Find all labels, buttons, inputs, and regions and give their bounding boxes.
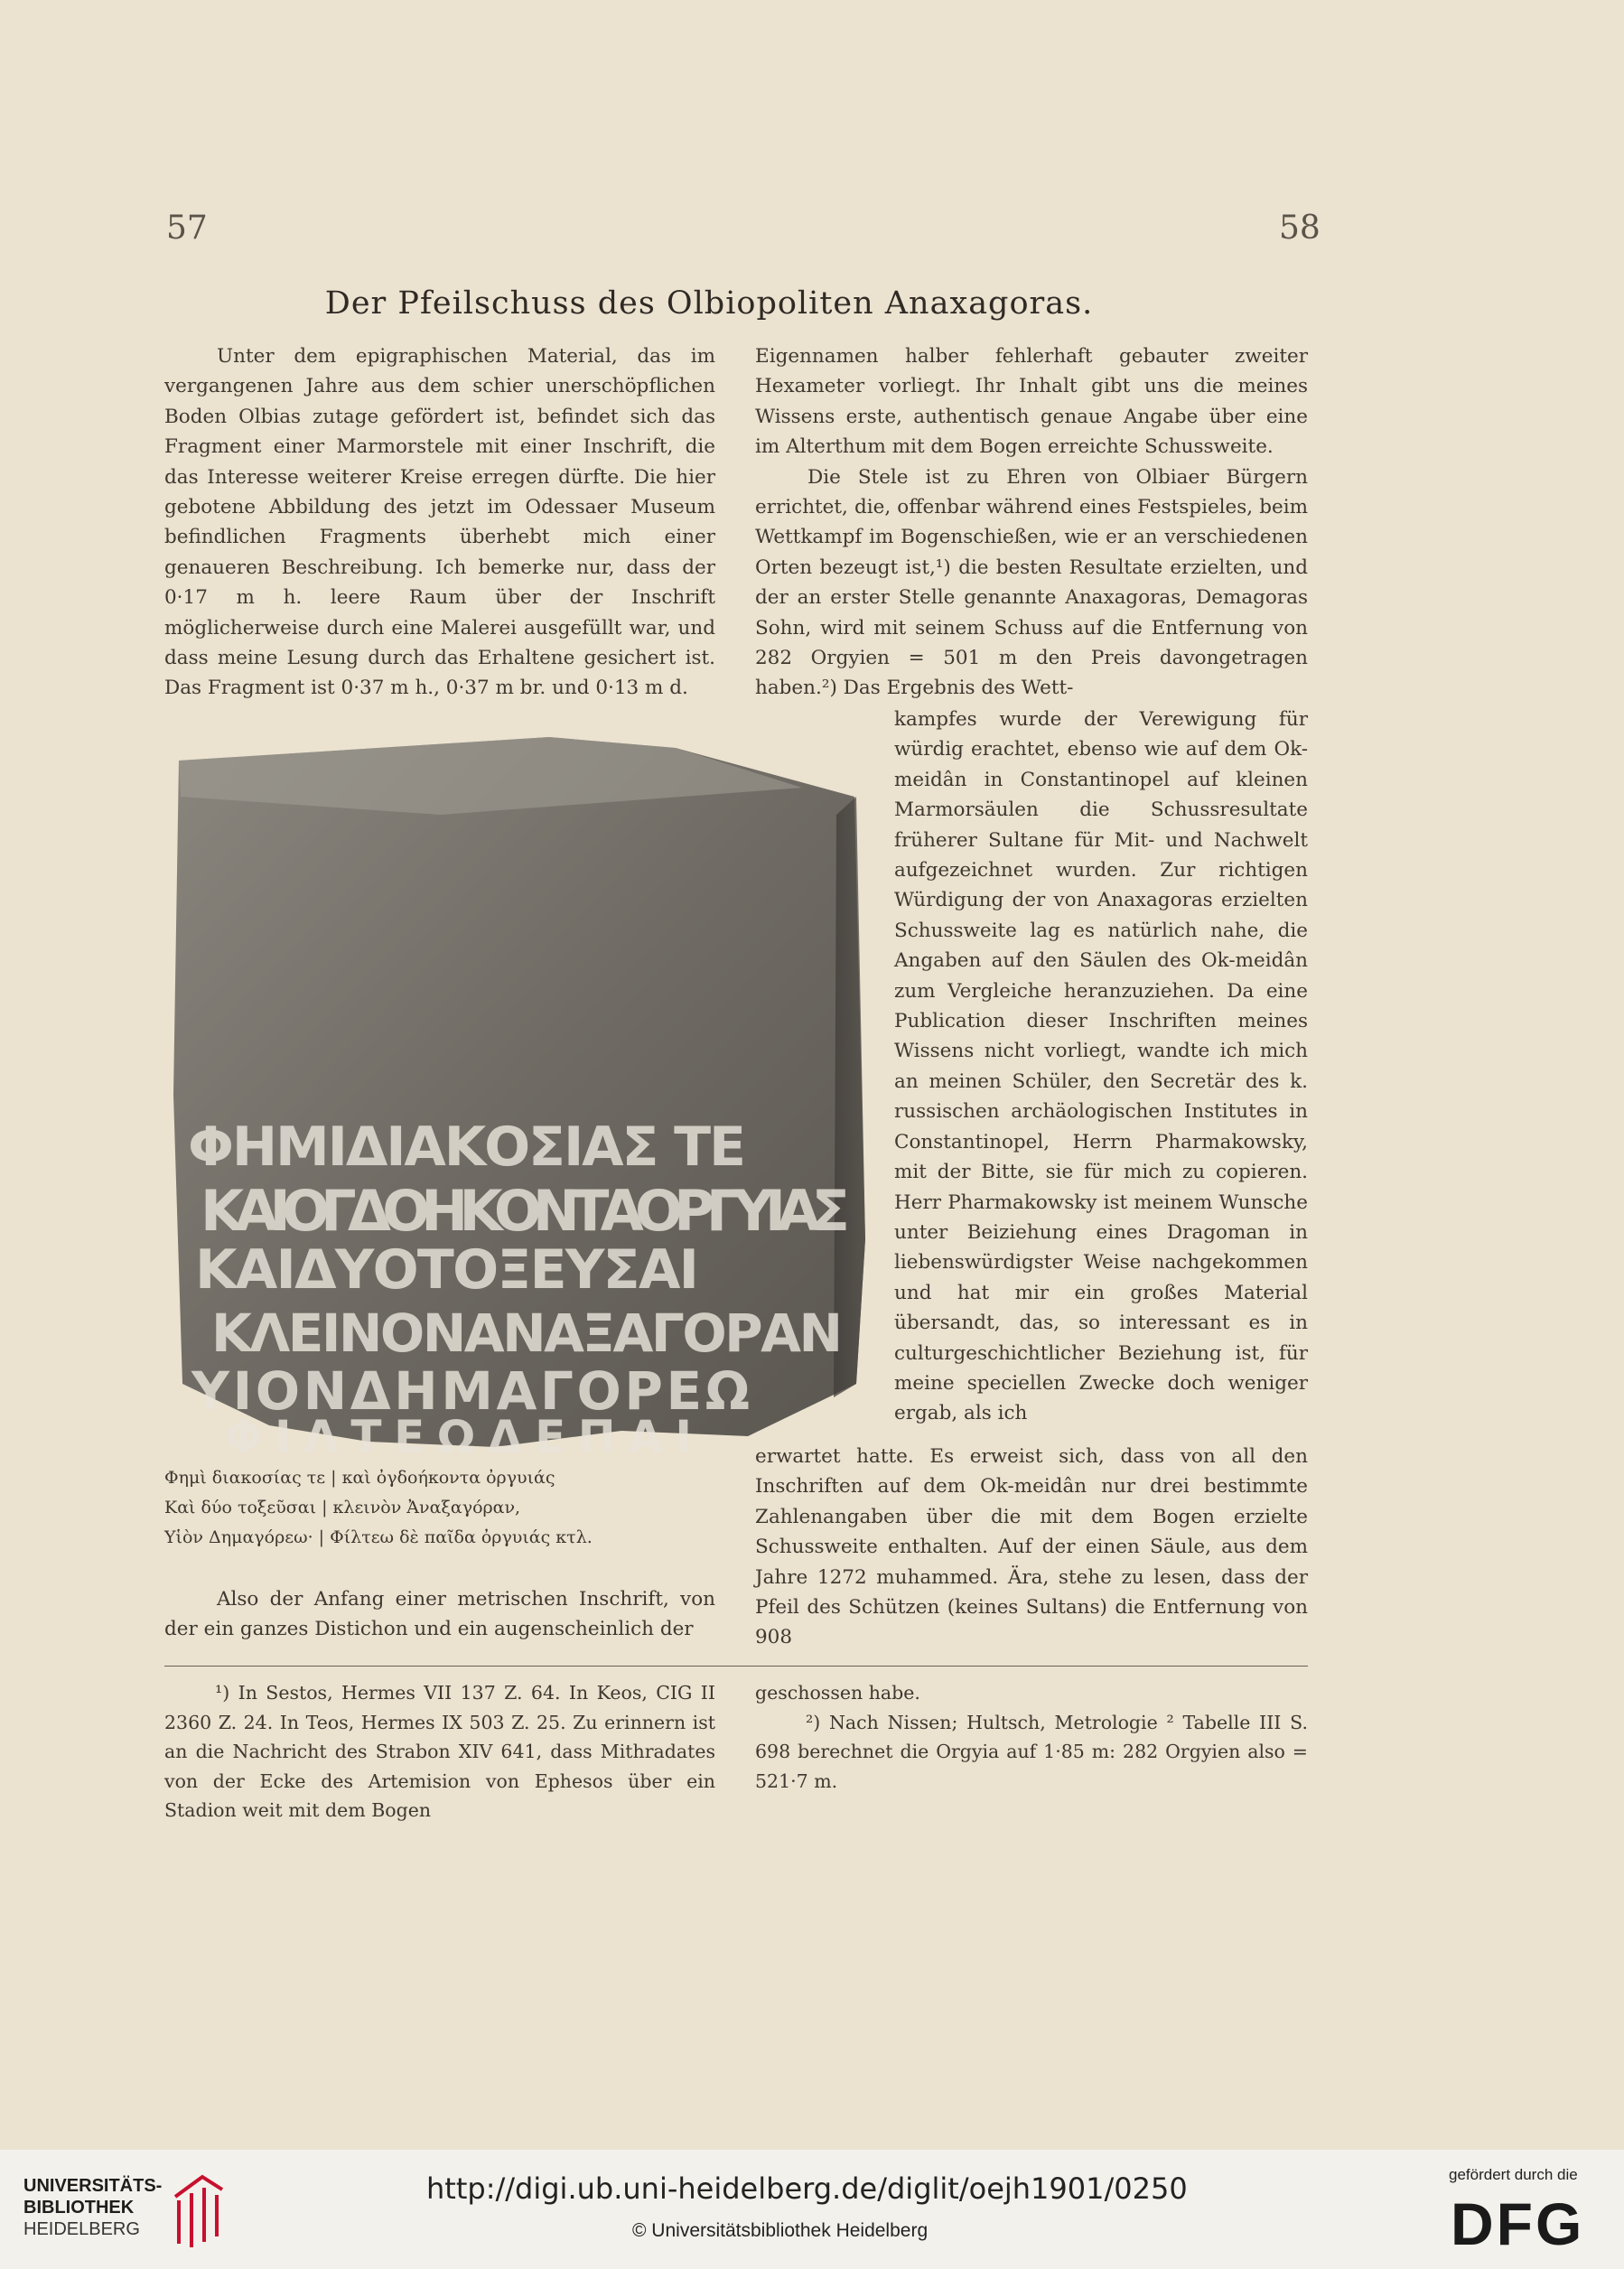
greek-caption (164, 1463, 715, 1553)
left-column (164, 341, 715, 704)
footnote-2: ²) Nach Nissen; Hultsch, Metrologie ² Tabelle III S. 698 berechnet die Orgyia auf 1·85 m: 282 Orgyien also = 521·7 m. (755, 1711, 1308, 1792)
page-number-left: 57 (166, 210, 208, 247)
caption-line: Καὶ δύο τοξεῦσαι | κλεινὸν Ἀναξαγόραν, (164, 1498, 521, 1517)
left-column-bottom (164, 1584, 715, 1645)
footnote-rule (164, 1666, 1308, 1667)
caption-line: Υἱὸν Δημαγόρεω· | Φίλτεω δὲ παῖδα ὀργυιάς κτλ. (164, 1527, 593, 1547)
footnote-right (755, 1678, 1308, 1796)
ub-heidelberg-logo[interactable] (23, 2175, 162, 2240)
right-column-bottom (755, 1442, 1308, 1653)
article-title: Der Pfeilschuss des Olbiopoliten Anaxagoras. (324, 285, 1094, 322)
ub-emblem-icon (166, 2170, 228, 2251)
stele-photograph (170, 733, 865, 1452)
footnote-1-continued: geschossen habe. (755, 1682, 920, 1704)
right-wrapped-text: kampfes wurde der Verewigung für würdig erachtet, ebenso wie auf dem Ok-meidân in Constantinopel auf kleinen Marmorsäulen die Schussresultate früherer Sultane für Mit- und Nachwelt aufgezeichnet wurden. Zur richtigen Würdigung der von Anaxagoras erzielten Schussweite lag es natürlich nahe, die Angaben auf den Säulen des Ok-meidân zum Vergleiche heranzuziehen. Da eine Publication dieser Inschriften meines Wissens nicht vorliegt, wandte ich mich an meinen Schüler, den Secretär des k. russischen archäologischen Institutes in Constantinopel, Herrn Pharmakowsky, mit der Bitte, sie für mich zu copieren. Herr Pharmakowsky ist meinem Wunsche unter Beiziehung eines Dragoman in liebenswürdigster Weise nachgekommen und hat mir ein großes Material übersandt, das, so interessant es in culturgeschichtlicher Beziehung ist, für meine speciellen Zwecke doch weniger ergab, als ich (894, 708, 1308, 1425)
inscription-line: ΚΑΙΔΥΟΤΟΞΕΥΣΑΙ (195, 1238, 701, 1302)
inscription-line: ΦΙΛΤΕΩΔΕΠΑΙ (224, 1411, 694, 1452)
left-paragraph-2: Also der Anfang einer metrischen Inschrift, von der ein ganzes Distichon und ein augenscheinlich der (164, 1588, 715, 1641)
right-column-wrapped (894, 705, 1308, 1429)
funding-note: gefördert durch die (1449, 2166, 1578, 2183)
inscription-line: ΚΑΙΟΓΔΟΗΚΟΝΤΑΟΡΓΥΙΑΣ (201, 1178, 851, 1244)
right-paragraph-2: Die Stele ist zu Ehren von Olbiaer Bürgern errichtet, die, offenbar während eines Festspieles, beim Wettkampf im Bogenschießen, wie er an verschiedenen Orten bezeugt ist,¹) die besten Resultate erzielten, und der an erster Stelle genannte Anaxagoras, Demagoras Sohn, wird mit seinem Schuss auf die Entfernung von 282 Orgyien = 501 m den Preis davongetragen haben.²) Das Ergebnis des Wett- (755, 465, 1308, 700)
right-paragraph-1: Eigennamen halber fehlerhaft gebauter zweiter Hexameter vorliegt. Ihr Inhalt gibt uns die meines Wissens erste, authentisch genaue Angabe über eine im Alterthum mit dem Bogen erreichte Schussweite. (755, 345, 1308, 459)
page-number-right: 58 (1279, 210, 1321, 247)
library-name-line-2: BIBLIOTHEK (23, 2198, 135, 2218)
footnote-left (164, 1678, 715, 1825)
inscription-line: ΦΗΜΙΔΙΑΚΟΣΙΑΣ ΤΕ (188, 1116, 748, 1179)
right-bottom-text: erwartet hatte. Es erweist sich, dass von all den Inschriften auf dem Ok-meidân nur drei bestimmte Zahlenangaben über die mit dem Bogen erzielte Schussweite enthalten. Auf der einen Säule, aus dem Jahre 1272 muhammed. Ära, stehe zu lesen, dass der Pfeil des Schützen (keines Sultans) die Entfernung von 908 (755, 1445, 1308, 1649)
inscription-line: ΥΙΟΝΔΗΜΑΓΟΡΕΩ (191, 1360, 751, 1422)
dfg-logo[interactable]: DFG (1451, 2190, 1585, 2257)
library-name-line-3: HEIDELBERG (23, 2219, 140, 2239)
inscription-line: ΚΛΕΙΝΟΝΑΝΑΞΑΓΟΡΑΝ (211, 1303, 844, 1364)
caption-line: Φημὶ διακοσίας τε | καὶ ὀγδοήκοντα ὀργυιάς (164, 1468, 555, 1488)
footnote-1: ¹) In Sestos, Hermes VII 137 Z. 64. In Keos, CIG II 2360 Z. 24. In Teos, Hermes IX 503 Z. 25. Zu erinnern ist an die Nachricht des Strabon XIV 641, dass Mithradates von der Ecke des Artemision von Ephesos über ein Stadion weit mit dem Bogen (164, 1682, 715, 1822)
permalink-url[interactable]: http://digi.ub.uni-heidelberg.de/diglit/oejh1901/0250 (426, 2171, 1188, 2206)
footer-bar (0, 2150, 1624, 2269)
right-column (755, 341, 1308, 704)
library-name-line-1: UNIVERSITÄTS- (23, 2176, 163, 2196)
copyright-notice: © Universitätsbibliothek Heidelberg (632, 2220, 929, 2241)
left-paragraph-1: Unter dem epigraphischen Material, das im vergangenen Jahre aus dem schier unerschöpflichen Boden Olbias zutage gefördert ist, befindet sich das Fragment einer Marmorstele mit einer Inschrift, die das Interesse weiterer Kreise erregen dürfte. Die hier gebotene Abbildung des jetzt im Odessaer Museum befindlichen Fragments überhebt mich einer genaueren Beschreibung. Ich bemerke nur, dass der 0·17 m h. leere Raum über der Inschrift möglicherweise durch eine Malerei ausgefüllt war, und dass meine Lesung durch das Erhaltene gesichert ist. Das Fragment ist 0·37 m h., 0·37 m br. und 0·13 m d. (164, 345, 715, 700)
